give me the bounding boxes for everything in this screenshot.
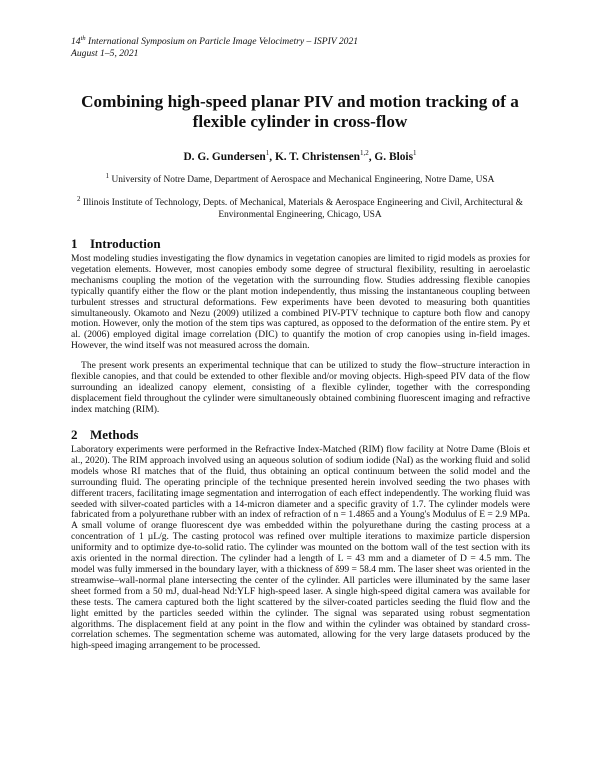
paper-title: Combining high-speed planar PIV and motion tracking of a flexible cylinder in cross-flow: [81, 92, 519, 131]
author-list: D. G. Gundersen$^1$, K. T. Christensen$^{1,2}$, G. Blois$^1$: [183, 149, 417, 163]
section-heading-introduction: [71, 236, 161, 251]
conference-ordinal: th: [80, 35, 86, 42]
conference-name: International Symposium on Particle Image Velocimetry – ISPIV 2021: [85, 36, 359, 48]
author-name: K. T. Christensen: [274, 150, 360, 163]
affiliation-text: University of Notre Dame, Department of Aerospace and Mechanical Engineering, Notre Dame, USA: [111, 175, 495, 186]
section-number: 1: [71, 236, 78, 251]
section-title: Methods: [90, 427, 139, 442]
paragraph: Most modeling studies investigating the flow dynamics in vegetation canopies are limited to rigid models as proxies for vegetation elements. However, most canopies embody some degree of structural flexibility, resulting in aeroelastic mechanisms coupling the motion of the vegetation with the surrounding flow. Studies addressing flexible canopies typically quantify either the flow or the plant motion independently, thus missing the instantaneous coupling between turbulent stresses and structural deformations. Few experiments have been devoted to measuring both quantities simultaneously. Okamoto and Nezu (2009) utilized a combined PIV-PTV technique to capture both flow and canopy motion. However, only the motion of the stem tips was captured, as opposed to the deformation of the entire stem. Py et al. (2006) employed digital image correlation (DIC) to quantify the motion of crop canopies using in-field images. However, the wind itself was not measured across the domain.: [71, 253, 530, 352]
affiliation: [60, 171, 540, 187]
paragraph: The present work presents an experimental technique that can be utilized to study the flow–structure interaction in flexible canopies, and that could be extended to other flexible and/or moving objects. High-speed PIV data of the flow surrounding an idealized canopy element, consisting of a flexible cylinder, together with the corresponding displacement field throughout the cylinder were simultaneously obtained combining fluorescent imaging and refractive index matching (RIM).: [71, 360, 530, 415]
conference-dates: August 1–5, 2021: [71, 47, 139, 59]
section-number: 2: [71, 427, 78, 442]
paragraph: Laboratory experiments were performed in the Refractive Index-Matched (RIM) flow facility at Notre Dame (Blois et al., 2020). The RIM approach involved using an aqueous solution of sodium iodide (NaI) as the working fluid and solid models whose RI matches that of the fluid, thus obtaining an optical continuum between the solid model and the surrounding fluid. The operating principle of the technique presented herein involved seeding the two phases with different tracers, facilitating image segmentation and interrogation of each effect independently. The working fluid was seeded with silver-coated particles with a 14-micron diameter and a specific gravity of 1.7. The cylinder models were fabricated from a polyurethane rubber with an index of refraction of n = 1.4865 and a Young's Modulus of E = 2.9 MPa. A small volume of orange fluorescent dye was embedded within the polyurethane during the casting process at a concentration of 1 µL/g. The casting protocol was refined over multiple iterations to maximize particle dispersion uniformity and to optimize dye-to-solid ratio. The cylinder was mounted on the bottom wall of the test section with its axis oriented in the normal direction. The cylinder had a length of L = 43 mm and a diameter of D = 4.5 mm. The model was fully immersed in the boundary layer, with a thickness of δ99 = 58.4 mm. The laser sheet was oriented in the streamwise–wall-normal plane intersecting the center of the cylinder. All particles were illuminated by the same laser sheet formed from a 50 mJ, dual-head Nd:YLF high-speed laser. A single high-speed digital camera was available for these tests. The camera captured both the light scattered by the silver-coated particles seeding the fluid flow and the light emitted by the particles seeded within the cylinder. The signal was separated using robust segmentation algorithms. The displacement field at any point in the flow and within the cylinder was obtained by standard cross-correlation schemes. The segmentation scheme was automated, allowing for the very large datasets produced by the high-speed imaging arrangement to be processed.: [71, 444, 530, 652]
author-affiliation-mark: 1,2: [359, 149, 369, 157]
affiliation-mark: 1: [105, 172, 110, 180]
author-affiliation-mark: 1: [413, 149, 417, 157]
section-heading-methods: [71, 427, 138, 442]
conference-line: [71, 33, 358, 48]
author-name: G. Blois: [374, 150, 414, 163]
section-title: Introduction: [90, 236, 161, 251]
author-affiliation-mark: 1: [265, 149, 270, 157]
affiliation-text: Illinois Institute of Technology, Depts. of Mechanical, Materials & Aerospace Engineering and Civil, Architectural & Environmental Engineering, Chicago, USA: [82, 198, 523, 220]
affiliation-mark: 2: [77, 195, 81, 203]
author-name: D. G. Gundersen: [183, 150, 266, 163]
conference-number: 14: [71, 36, 81, 48]
running-header: [71, 33, 358, 59]
affiliation: [60, 194, 540, 222]
